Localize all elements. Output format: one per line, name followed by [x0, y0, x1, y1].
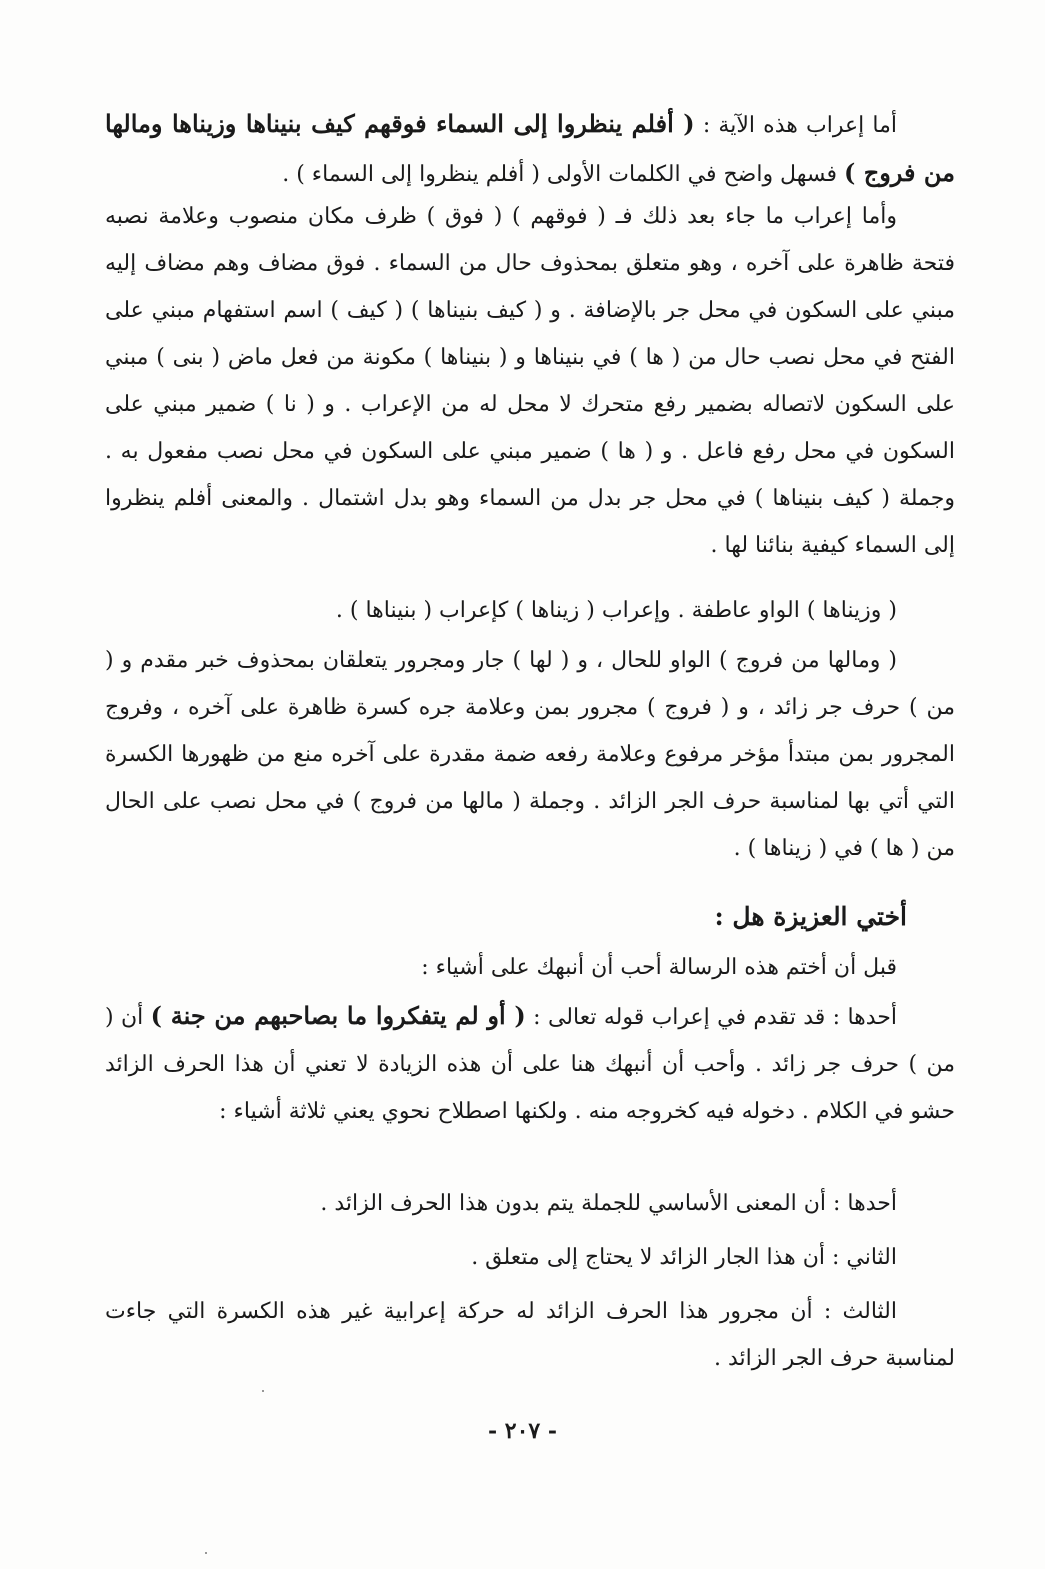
quran-verse: ( أفلم ينظروا إلى السماء فوقهم كيف بنيناها وزيناها ومالها من فروج ) [105, 109, 955, 187]
paragraph-text: وأما إعراب ما جاء بعد ذلك فـ ( فوقهم ) ( فوق ) ظرف مكان منصوب وعلامة نصبه فتحة ظاهرة على آخره ، وهو متعلق بمحذوف حال من السماء . فوق مضاف وهم مضاف إليه مبني على السكون في محل جر بالإضافة . و ( كيف بنيناها ) ( كيف ) اسم استفهام مبني على الفتح في محل نصب حال من ( ها ) في بنيناها و ( بنيناها ) مكونة من فعل ماض ( بنى ) مبني على السكون لاتصاله بضمير رفع متحرك لا محل له من الإعراب . و ( نا ) ضمير مبني على السكون في محل رفع فاعل . و ( ها ) ضمير مبني على السكون في محل نصب مفعول به . وجملة ( كيف بنيناها ) في محل جر بدل من السماء وهو بدل اشتمال . والمعنى أفلم ينظروا إلى السماء كيفية بنائنا لها . [105, 204, 955, 558]
paragraph-text: ( وزيناها ) الواو عاطفة . وإعراب ( زيناها ) كإعراب ( بنيناها ) . [335, 598, 897, 623]
paragraph-verse-intro [105, 100, 955, 198]
paragraph-fawqahum-analysis [105, 193, 955, 569]
section-heading: أختي العزيزة هل : [714, 902, 907, 931]
paragraph-text: ( ومالها من فروج ) الواو للحال ، و ( لها ) جار ومجرور يتعلقان بمحذوف خبر مقدم و ( من ) حرف جر زائد ، و ( فروج ) مجرور بمن وعلامة جره كسرة ظاهرة على آخره ، وفروج المجرور بمن مبتدأ مؤخر مرفوع وعلامة رفعه ضمة مقدرة على آخره منع من ظهورها الكسرة التي أتي بها لمناسبة حرف الجر الزائد . وجملة ( مالها من فروج ) في محل نصب على الحال من ( ها ) في ( زيناها ) . [105, 648, 955, 861]
paragraph-first-note [105, 992, 955, 1135]
scan-speck [262, 1390, 264, 1392]
paragraph-text [105, 100, 955, 198]
paragraph-text [105, 992, 955, 1135]
three-things-list [105, 1180, 955, 1382]
list-item: أحدها : أن المعنى الأساسي للجملة يتم بدون هذا الحرف الزائد . [320, 1191, 897, 1216]
list-item: الثالث : أن مجرور هذا الحرف الزائد له حركة إعرابية غير هذه الكسرة التي جاءت لمناسبة حرف الجر الزائد . [105, 1299, 955, 1371]
paragraph-rest-text: فسهل واضح في الكلمات الأولى ( أفلم ينظروا إلى السماء ) . [282, 162, 844, 187]
paragraph-furuj-analysis [105, 637, 955, 872]
list-item: الثاني : أن هذا الجار الزائد لا يحتاج إلى متعلق . [471, 1245, 897, 1270]
paragraph-text: قبل أن أختم هذه الرسالة أحب أن أنبهك على أشياء : [421, 955, 897, 980]
scan-speck [205, 1552, 207, 1554]
paragraph-intro-text: أما إعراب هذه الآية : [694, 113, 897, 138]
paragraph-before-closing [105, 944, 955, 991]
paragraph-rest-text: أن ( من ) حرف جر زائد . وأحب أن أنبهك هنا على أن هذه الزيادة لا تعني أن هذا الحرف الزائد حشو في الكلام . دخوله فيه كخروجه منه . ولكنها اصطلاح نحوي يعني ثلاثة أشياء : [105, 1005, 955, 1124]
page-number: - ٢٠٧ - [487, 1418, 558, 1444]
quran-verse: ( أو لم يتفكروا ما بصاحبهم من جنة ) [150, 1001, 526, 1030]
paragraph-intro-text: أحدها : قد تقدم في إعراب قوله تعالى : [525, 1005, 898, 1030]
paragraph-zayyannaha [105, 587, 955, 634]
